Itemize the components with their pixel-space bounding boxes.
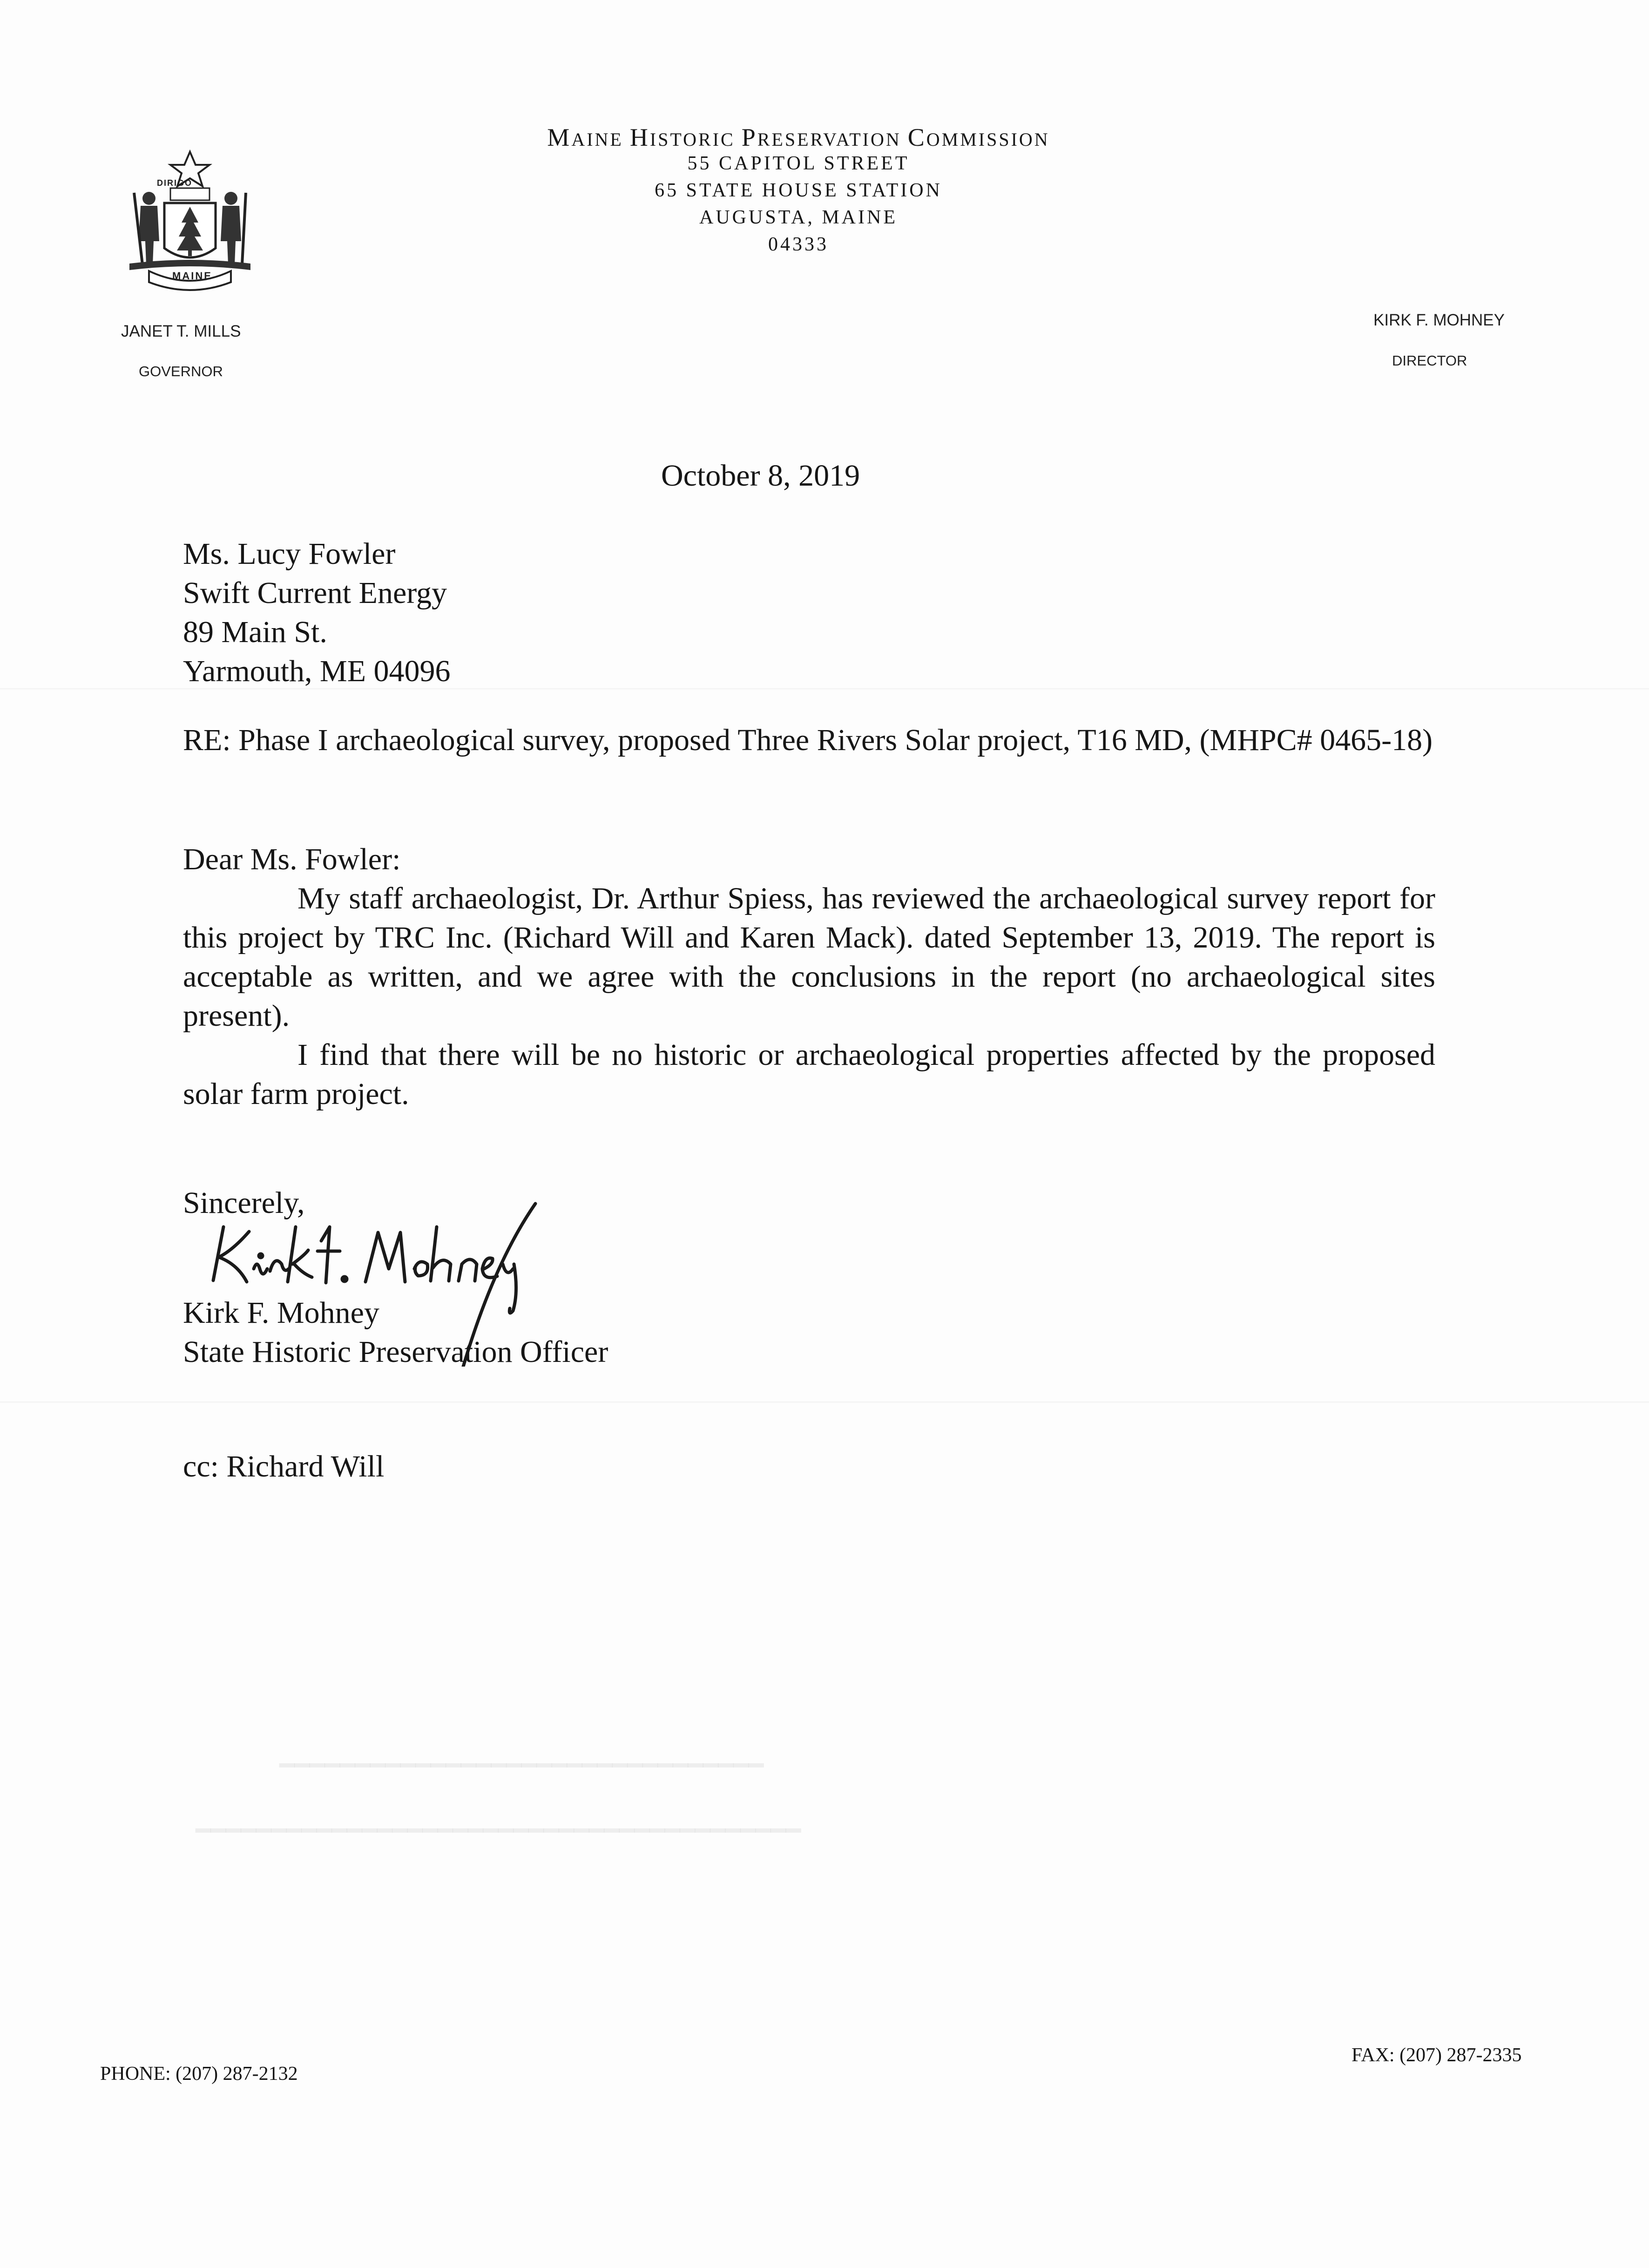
recipient-street: 89 Main St. xyxy=(183,615,327,649)
carbon-copy: cc: Richard Will xyxy=(183,1449,385,1483)
bleed-through-texture: ━━━━━━━━━━━━━━━━━━━━━━━━━━━━━━━━━━━━━━━━ xyxy=(196,1817,801,1845)
seal-motto-text: DIRIGO xyxy=(157,178,193,188)
closing: Sincerely, xyxy=(183,1186,305,1220)
organization-name xyxy=(0,125,1597,150)
footer-fax: FAX: (207) 287-2335 xyxy=(1352,2045,1522,2066)
paragraph-text: My staff archaeologist, Dr. Arthur Spiess, has reviewed the archaeological survey report for this project by TRC Inc. (Richard Will and Karen Mack). dated September 13, 2019. The report is acceptable as written, and we agree with the conclusions in the report (no archaeological sites present). xyxy=(183,881,1435,1033)
org-name-part: OMMISSION xyxy=(926,129,1050,150)
director-title: DIRECTOR xyxy=(1392,352,1467,369)
org-name-part: P xyxy=(741,123,757,151)
address-city: AUGUSTA, MAINE xyxy=(699,207,898,228)
salutation: Dear Ms. Fowler: xyxy=(183,842,401,876)
body-paragraph xyxy=(183,1036,1435,1114)
org-name-part: ISTORIC xyxy=(649,129,742,150)
org-name-part: RESERVATION xyxy=(757,129,908,150)
address-zip: 04333 xyxy=(768,234,829,255)
letter-date: October 8, 2019 xyxy=(661,459,860,493)
org-name-part: M xyxy=(547,123,572,151)
recipient-city: Yarmouth, ME 04096 xyxy=(183,654,451,688)
signer-title: State Historic Preservation Officer xyxy=(183,1335,608,1369)
address-station: 65 STATE HOUSE STATION xyxy=(655,180,942,201)
org-name-part: H xyxy=(629,123,650,151)
signer-name: Kirk F. Mohney xyxy=(183,1296,379,1330)
seal-banner-text: MAINE xyxy=(172,270,212,282)
recipient-name: Ms. Lucy Fowler xyxy=(183,537,396,571)
bleed-through-texture: ━━━━━━━━━━━━━━━━━━━━━━━━━━━━━━━━ xyxy=(279,1752,764,1780)
org-name-part: C xyxy=(907,123,926,151)
recipient-company: Swift Current Energy xyxy=(183,576,447,610)
governor-title: GOVERNOR xyxy=(139,363,223,379)
paragraph-text: I find that there will be no historic or archaeological properties affected by the proposed solar farm project. xyxy=(183,1038,1435,1111)
recipient-address xyxy=(183,535,451,691)
address-street: 55 CAPITOL STREET xyxy=(687,153,910,174)
paper-fold-crease xyxy=(0,1401,1649,1403)
footer-phone: PHONE: (207) 287-2132 xyxy=(100,2063,298,2085)
governor-name: JANET T. MILLS xyxy=(121,322,241,340)
director-name: KIRK F. MOHNEY xyxy=(1373,311,1505,329)
body-paragraph xyxy=(183,879,1435,1036)
letterhead xyxy=(0,125,1597,262)
subject-line: RE: Phase I archaeological survey, proposed Three Rivers Solar project, T16 MD, (MHPC# 0465-18) xyxy=(183,723,1433,757)
org-name-part: AINE xyxy=(571,129,630,150)
